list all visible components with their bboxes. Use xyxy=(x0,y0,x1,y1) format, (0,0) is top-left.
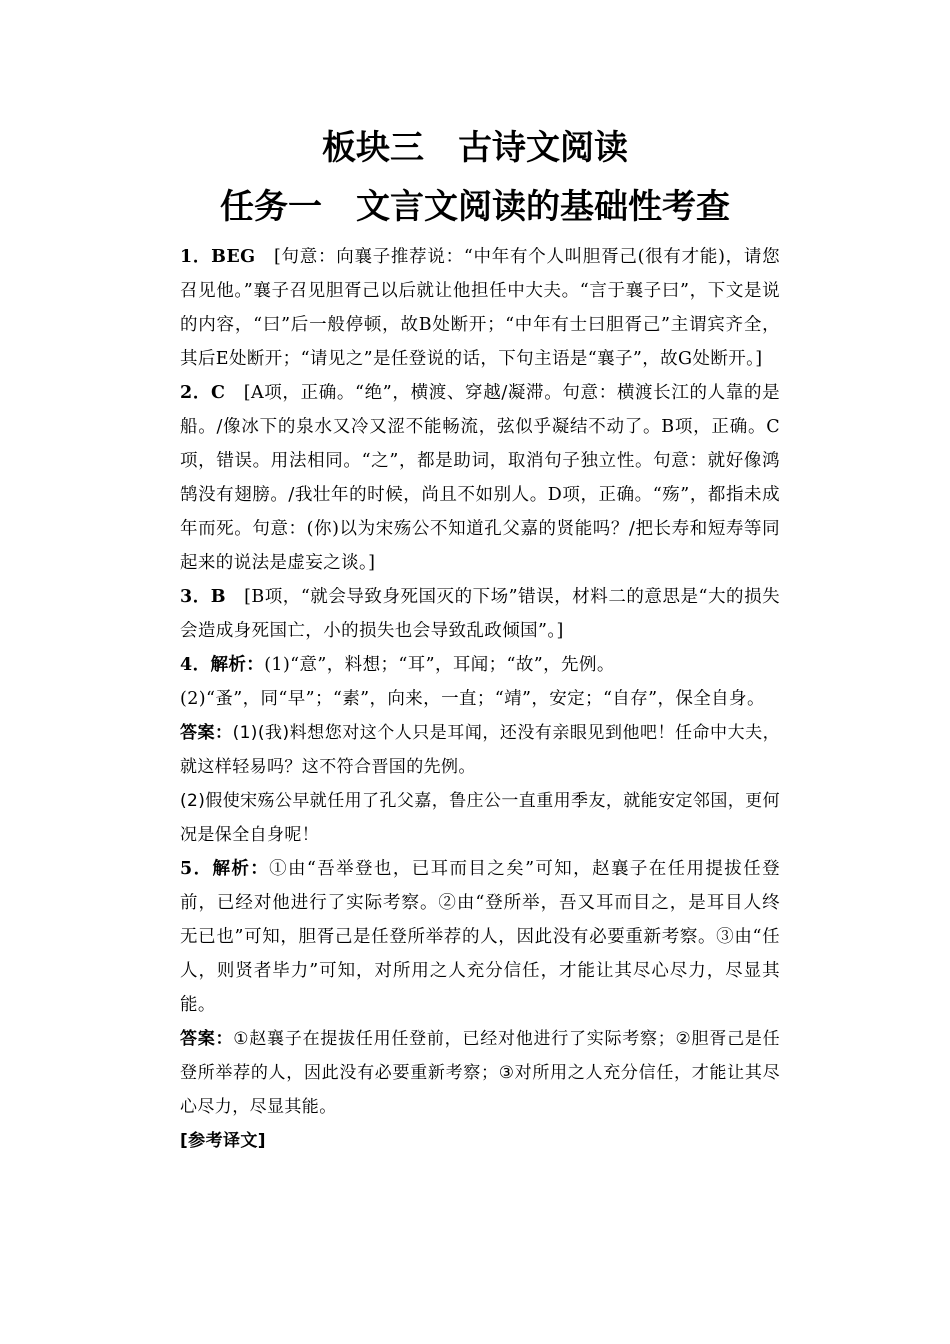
item-label: 3．B xyxy=(180,587,226,607)
item-text: ①赵襄子在提拔任用任登前，已经对他进行了实际考察；②胆胥己是任登所举荐的人，因此没有必要重新考察；③对所用之人充分信任，才能让其尽心尽力，尽显其能。 xyxy=(180,1029,780,1117)
reference-translation-heading xyxy=(180,1124,780,1158)
answer-body xyxy=(180,240,780,1158)
item-text: [B项，“就会导致身死国灭的下场”错误，材料二的意思是“大的损失会造成身死国亡，小的损失也会导致乱政倾国”。] xyxy=(180,587,781,641)
answer-item-4-analysis xyxy=(180,648,780,682)
answer-item-2 xyxy=(180,376,780,580)
item-text: ①由“吾举登也，已耳而目之矣”可知，赵襄子在任用提拔任登前，已经对他进行了实际考察。②由“登所举，吾又耳而目之，是耳目人终无已也”可知，胆胥己是任登所举荐的人，因此没有必要重新考察。③由“任人，则贤者毕力”可知，对所用之人充分信任，才能让其尽心尽力，尽显其能。 xyxy=(180,859,780,1015)
item-label: 1．BEG xyxy=(180,247,256,267)
item-label: 2．C xyxy=(180,383,226,403)
item-label: 4．解析： xyxy=(180,655,265,675)
item-text: [A项，正确。“绝”，横渡、穿越/凝滞。句意：横渡长江的人靠的是船。/像冰下的泉水又冷又涩不能畅流，弦似乎凝结不动了。B项，正确。C项，错误。用法相同。“之”，都是助词，取消句子独立性。句意：就好像鸿鹄没有翅膀。/我壮年的时候，尚且不如别人。D项，正确。“殇”，都指未成年而死。句意：(你)以为宋殇公不知道孔父嘉的贤能吗？/把长寿和短寿等同起来的说法是虚妄之谈。] xyxy=(180,383,781,573)
item-label: 答案： xyxy=(180,1029,234,1049)
answer-item-1 xyxy=(180,240,780,376)
answer-item-4-answer xyxy=(180,716,780,784)
item-text: (1)“意”，料想；“耳”，耳闻；“故”，先例。 xyxy=(264,655,615,675)
answer-item-4-answer-2 xyxy=(180,784,780,852)
item-text: (2)假使宋殇公早就任用了孔父嘉，鲁庄公一直重用季友，就能安定邻国，更何况是保全自身呢！ xyxy=(180,791,780,845)
item-label: [参考译文] xyxy=(180,1131,266,1151)
item-text: (2)“蚤”，同“早”；“素”，向来，一直；“靖”，安定；“自存”，保全自身。 xyxy=(180,689,765,709)
item-label: 答案： xyxy=(180,723,233,743)
answer-item-5-analysis xyxy=(180,852,780,1022)
item-label: 5．解析： xyxy=(180,859,270,879)
answer-item-3 xyxy=(180,580,780,648)
section-title: 板块三 古诗文阅读 xyxy=(322,128,628,168)
item-text: (1)(我)料想您对这个人只是耳闻，还没有亲眼见到他吧！任命中大夫，就这样轻易吗？这不符合晋国的先例。 xyxy=(180,723,781,777)
task-title: 任务一 文言文阅读的基础性考查 xyxy=(220,187,730,227)
answer-item-5-answer xyxy=(180,1022,780,1124)
answer-item-4-analysis-2 xyxy=(180,682,780,716)
item-text: [句意：向襄子推荐说：“中年有个人叫胆胥己(很有才能)，请您召见他。”襄子召见胆胥己以后就让他担任中大夫。“言于襄子曰”，下文是说的内容，“曰”后一般停顿，故B处断开；“中年有士曰胆胥己”主谓宾齐全，其后E处断开；“请见之”是任登说的话，下句主语是“襄子”，故G处断开。] xyxy=(180,247,780,369)
